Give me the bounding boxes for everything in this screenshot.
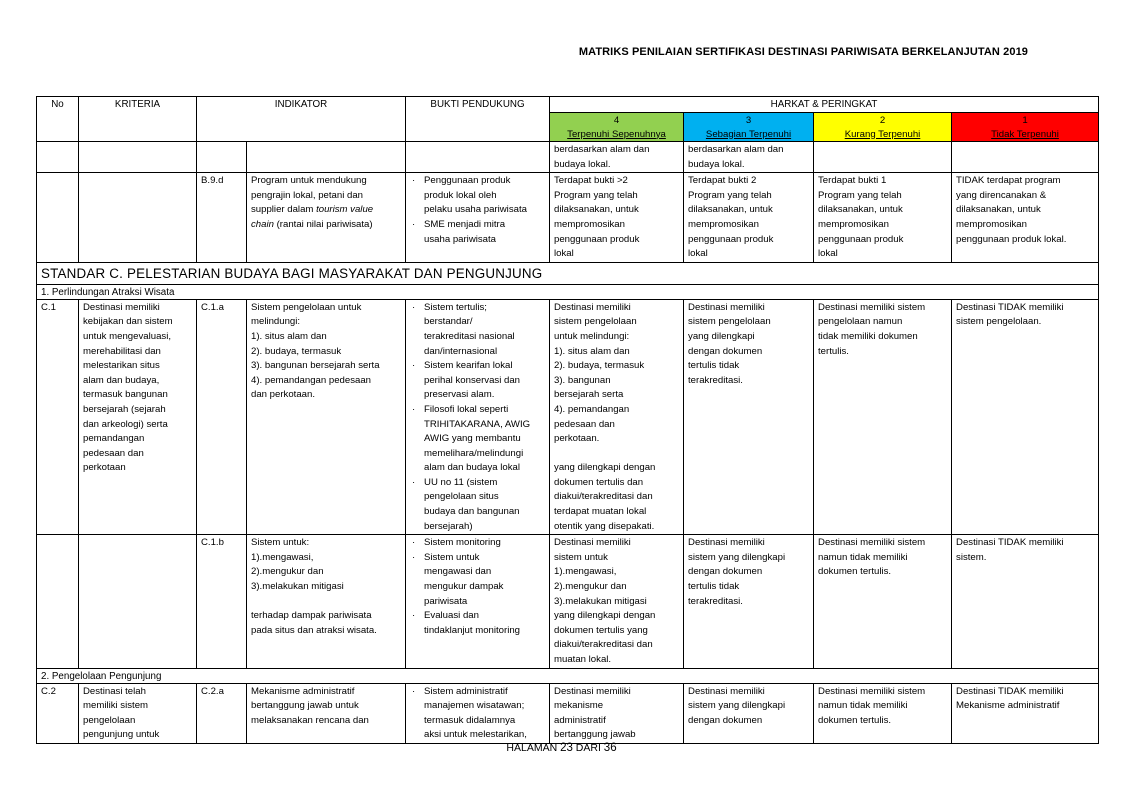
level-4-score: 4 — [613, 115, 620, 126]
level-1-cell: TIDAK terdapat program yang direncanakan & dilaksanakan, untuk mempromosikan penggunaan produk lokal. — [952, 173, 1099, 263]
level-2-header — [814, 113, 952, 142]
section-row — [37, 668, 1099, 683]
table-row-c1a — [37, 299, 1099, 535]
empty-cell — [406, 142, 550, 173]
level-4-cell: Destinasi memiliki sistem pengelolaan untuk melindungi: 1). situs alam dan 2). budaya, termasuk 3). bangunan bersejarah serta 4). pemandangan pedesaan dan perkotaan. yang dilengkapi dengan dokumen tertulis dan diakui/terakreditasi dan terdapat muatan lokal otentik yang disepakati. — [550, 299, 684, 535]
page-total: 36 — [603, 742, 617, 754]
indicator-code: C.1.a — [197, 299, 247, 535]
header-no: No — [37, 97, 79, 142]
level-3-cell: Destinasi memiliki sistem yang dilengkapi dengan dokumen tertulis tidak terakreditasi. — [684, 535, 814, 668]
level-4-header — [550, 113, 684, 142]
table-row-c1b — [37, 535, 1099, 668]
level-4-cell: berdasarkan alam dan budaya lokal. — [550, 142, 684, 173]
level-3-label: Sebagian Terpenuhi — [705, 128, 792, 140]
header-bukti-pendukung: BUKTI PENDUKUNG — [406, 97, 550, 142]
criteria-no: C.1 — [37, 299, 79, 535]
kriteria-cell: Destinasi memiliki kebijakan dan sistem untuk mengevaluasi, merehabilitasi dan melestarikan situs alam dan budaya, termasuk bangunan bersejarah (sejarah dan arkeologi) serta pemandangan pedesaan dan perkotaan — [79, 299, 197, 535]
level-3-cell: Destinasi memiliki sistem yang dilengkapi dengan dokumen — [684, 683, 814, 743]
footer-middle: DARI — [572, 742, 604, 754]
bukti-item: · Filosofi lokal seperti TRIHITAKARANA, AWIG AWIG yang membantu memelihara/melindungi alam dan budaya lokal — [410, 403, 545, 476]
indikator-text: Program untuk mendukung pengrajin lokal, petani dan supplier dalam — [251, 175, 367, 216]
table-row-c2a — [37, 683, 1099, 743]
bukti-cell — [406, 173, 550, 263]
bukti-item: · Evaluasi dan tindaklanjut monitoring — [410, 609, 545, 638]
bukti-item: · Sistem administratif manajemen wisatawan; termasuk didalamnya aksi untuk melestarikan, — [410, 685, 545, 743]
level-1-label: Tidak Terpenuhi — [991, 128, 1059, 140]
level-1-cell: Destinasi TIDAK memiliki Mekanisme administratif — [952, 683, 1099, 743]
indicator-code: C.1.b — [197, 535, 247, 668]
section-1-title: 1. Perlindungan Atraksi Wisata — [37, 284, 1099, 299]
level-3-cell: berdasarkan alam dan budaya lokal. — [684, 142, 814, 173]
level-2-cell: Terdapat bukti 1 Program yang telah dilaksanakan, untuk mempromosikan penggunaan produk lokal — [814, 173, 952, 263]
level-4-cell: Destinasi memiliki sistem untuk 1).mengawasi, 2).mengukur dan 3).melakukan mitigasi yang dilengkapi dengan dokumen tertulis yang diakui/terakreditasi dan muatan lokal. — [550, 535, 684, 668]
indikator-text: (rantai nilai pariwisata) — [273, 218, 373, 230]
header-row — [37, 97, 1099, 113]
indikator-cell: Sistem pengelolaan untuk melindungi: 1). situs alam dan 2). budaya, termasuk 3). bangunan bersejarah serta 4). pemandangan pedesaan dan perkotaan. — [247, 299, 406, 535]
empty-cell — [79, 173, 197, 263]
level-3-header — [684, 113, 814, 142]
table-row-b9d — [37, 173, 1099, 263]
bukti-item: · Sistem untuk mengawasi dan mengukur dampak pariwisata — [410, 551, 545, 609]
assessment-matrix-table — [36, 96, 1099, 744]
level-1-cell: Destinasi TIDAK memiliki sistem. — [952, 535, 1099, 668]
bukti-item: · Sistem monitoring — [410, 536, 545, 551]
footer-prefix: HALAMAN — [506, 742, 561, 754]
level-2-cell: Destinasi memiliki sistem namun tidak memiliki dokumen tertulis. — [814, 535, 952, 668]
bukti-item: · Sistem tertulis; berstandar/ terakreditasi nasional dan/internasional — [410, 301, 545, 359]
page-number: 23 — [560, 742, 573, 754]
indikator-cell — [247, 173, 406, 263]
indikator-cell: Sistem untuk: 1).mengawasi, 2).mengukur dan 3).melakukan mitigasi terhadap dampak pariwisata pada situs dan atraksi wisata. — [247, 535, 406, 668]
bukti-cell — [406, 299, 550, 535]
level-4-cell: Destinasi memiliki mekanisme administratif bertanggung jawab — [550, 683, 684, 743]
empty-cell — [37, 173, 79, 263]
level-2-cell: Destinasi memiliki sistem namun tidak memiliki dokumen tertulis. — [814, 683, 952, 743]
page-footer — [0, 742, 1123, 754]
section-row — [37, 284, 1099, 299]
level-1-score: 1 — [1022, 115, 1028, 126]
empty-cell — [37, 142, 79, 173]
level-4-cell: Terdapat bukti >2 Program yang telah dilaksanakan, untuk mempromosikan penggunaan produk lokal — [550, 173, 684, 263]
empty-cell — [952, 142, 1099, 173]
empty-cell — [247, 142, 406, 173]
empty-cell — [814, 142, 952, 173]
continuation-row — [37, 142, 1099, 173]
indicator-code: B.9.d — [197, 173, 247, 263]
bukti-item: · SME menjadi mitra usaha pariwisata — [410, 218, 545, 247]
header-harkat-peringkat: HARKAT & PERINGKAT — [550, 97, 1099, 113]
bukti-item: · Sistem kearifan lokal perihal konservasi dan preservasi alam. — [410, 359, 545, 403]
section-2-title: 2. Pengelolaan Pengunjung — [37, 668, 1099, 683]
level-3-cell: Terdapat bukti 2 Program yang telah dilaksanakan, untuk mempromosikan penggunaan produk lokal — [684, 173, 814, 263]
header-indikator: INDIKATOR — [197, 97, 406, 142]
level-3-cell: Destinasi memiliki sistem pengelolaan yang dilengkapi dengan dokumen tertulis tidak terakreditasi. — [684, 299, 814, 535]
bukti-cell — [406, 683, 550, 743]
level-1-header — [952, 113, 1099, 142]
header-kriteria: KRITERIA — [79, 97, 197, 142]
level-3-score: 3 — [745, 115, 752, 126]
standard-c-title: STANDAR C. PELESTARIAN BUDAYA BAGI MASYARAKAT DAN PENGUNJUNG — [37, 262, 1099, 284]
level-4-label: Terpenuhi Sepenuhnya — [567, 128, 666, 140]
bukti-item: · Penggunaan produk produk lokal oleh pelaku usaha pariwisata — [410, 174, 545, 218]
level-2-cell: Destinasi memiliki sistem pengelolaan namun tidak memiliki dokumen tertulis. — [814, 299, 952, 535]
bukti-item: · UU no 11 (sistem pengelolaan situs budaya dan bangunan bersejarah) — [410, 476, 545, 534]
criteria-no: C.2 — [37, 683, 79, 743]
empty-cell — [197, 142, 247, 173]
indikator-cell: Mekanisme administratif bertanggung jawab untuk melaksanakan rencana dan — [247, 683, 406, 743]
document-title: MATRIKS PENILAIAN SERTIFIKASI DESTINASI PARIWISATA BERKELANJUTAN 2019 — [578, 46, 1028, 58]
indicator-code: C.2.a — [197, 683, 247, 743]
empty-cell — [79, 535, 197, 668]
indikator-emphasis: tourism value chain — [251, 204, 374, 230]
level-2-label: Kurang Terpenuhi — [844, 128, 921, 140]
empty-cell — [79, 142, 197, 173]
empty-cell — [37, 535, 79, 668]
level-1-cell: Destinasi TIDAK memiliki sistem pengelolaan. — [952, 299, 1099, 535]
level-2-score: 2 — [879, 115, 886, 126]
standard-row — [37, 262, 1099, 284]
bukti-cell — [406, 535, 550, 668]
kriteria-cell: Destinasi telah memiliki sistem pengelolaan pengunjung untuk — [79, 683, 197, 743]
